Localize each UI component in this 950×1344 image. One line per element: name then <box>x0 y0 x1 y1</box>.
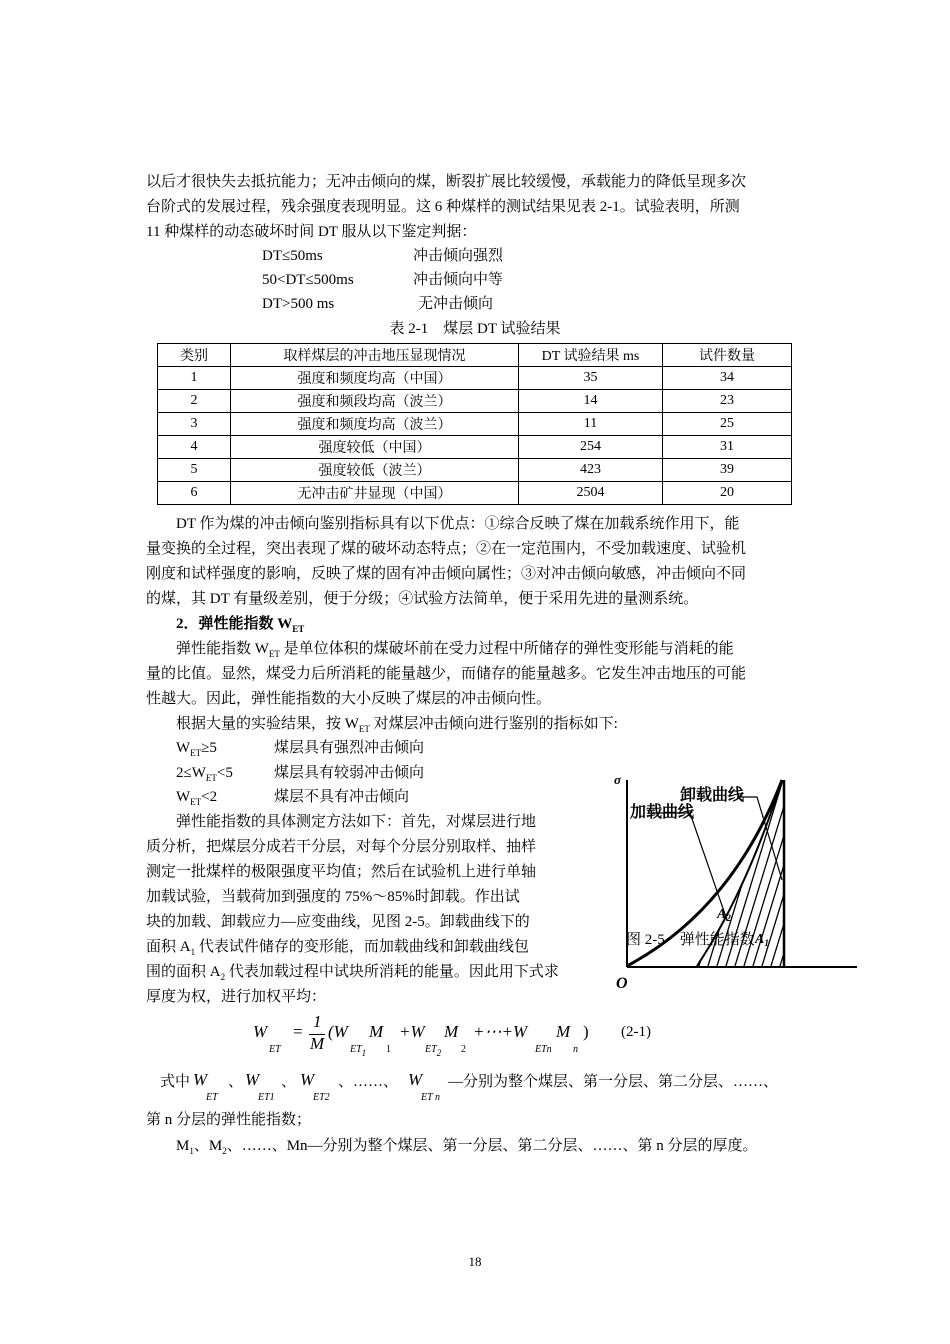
where-line: 式中 W ET 、 W ET1 、 W ET2 、……、 W ET n —分别为整个煤层、第一分层、第二分层、……、 <box>160 1070 779 1103</box>
section-heading: 2．弹性能指数 $W_{ET}$ <box>176 616 305 634</box>
table-cell: 强度和频度均高（波兰） <box>231 413 519 436</box>
table-row <box>158 390 792 413</box>
svg-text:σ: σ <box>614 772 622 787</box>
table-row <box>158 436 792 459</box>
table-cell: 39 <box>663 459 792 482</box>
table-cell: 强度和频段均高（波兰） <box>231 390 519 413</box>
intro-paragraph: 以后才很快失去抵抗能力；无冲击倾向的煤，断裂扩展比较缓慢，承载能力的降低呈现多次 台阶式的发展过程，残余强度表现明显。这 6 种煤样的测试结果见表 2-1。试验表明，所测 11 种煤样的动态破坏时间 DT 服从以下鉴定判据： <box>146 174 747 240</box>
svg-text:O: O <box>616 975 628 992</box>
page-number: 18 <box>468 1254 482 1269</box>
table-cell: 4 <box>158 436 231 459</box>
figure-caption: 图 2-5 弹性能指数 <box>626 932 755 948</box>
table-row <box>158 459 792 482</box>
method-paragraph: 弹性能指数的具体测定方法如下：首先，对煤层进行地 质分析，把煤层分成若干分层，对每个分层分别取样、抽样 测定一批煤样的极限强度平均值；然后在试验机上进行单轴 加载试验，当载荷加到强度的 75%～85%时卸载。作出试 块的加载、卸载应力—应变曲线，见图 2-5。卸载曲线下的 面积 $A_1$ 代表试件储存的变形能，而加载曲线和卸载曲线包 围的面积 $A_2$ 代表加载过程中试块所消耗的能量。因此用下式求 厚度为权，进行加权平均： <box>146 814 559 1005</box>
table-cell: 11 <box>519 413 663 436</box>
table-header-row: 类别 取样煤层的冲击地压显现情况 DT 试验结果 ms 试件数量 <box>158 344 792 367</box>
table-cell: 25 <box>663 413 792 436</box>
table-cell: 34 <box>663 367 792 390</box>
table-cell: 423 <box>519 459 663 482</box>
advantages-paragraph: DT 作为煤的冲击倾向鉴别指标具有以下优点：①综合反映了煤在加载系统作用下，能 量变换的全过程，突出表现了煤的破坏动态特点；②在一定范围内，不受加载速度、试验机 刚度和试样强度的影响，反映了煤的固有冲击倾向属性；③对冲击倾向敏感，冲击倾向不同 的煤，其 DT 有量级差别，便于分级；④试验方法简单，便于采用先进的量测系统。 2．弹性能指数 $W_{ET}$ 弹性能指数 $W_{ET}$ 是单位体积的煤破坏前在受力过程中所储存的弹性变形能与消耗的能 量的比值。显然，煤受力后所消耗的能量越少，而储存的能量越多。它发生冲击地压的可能 性越大。因此，弹性能指数的大小反映了煤层的冲击倾向性。 根据大量的实验结果，按 $W_{ET}$ 对煤层冲击倾向进行鉴别的指标如下: <box>146 512 808 737</box>
table-cell: 6 <box>158 482 231 505</box>
table-cell: 35 <box>519 367 663 390</box>
dt-results-table <box>157 343 792 505</box>
table-cell: 无冲击矿井显现（中国） <box>231 482 519 505</box>
table-cell: 5 <box>158 459 231 482</box>
thickness-definition: $M_1$、$M_2$、……、Mn—分别为整个煤层、第一分层、第二分层、……、第 n 分层的厚度。 <box>176 1138 758 1156</box>
figure-2-5 <box>612 770 862 995</box>
table-cell: 1 <box>158 367 231 390</box>
table-row <box>158 413 792 436</box>
table-cell: 强度较低（中国） <box>231 436 519 459</box>
formula-2-1: W ET = 1 M (W $ET_1$ M 1 +W $ET_2$ M 2 +⋯+W ETn M n ) (2-1) <box>253 1012 651 1058</box>
table-caption: 表 2-1 煤层 DT 试验结果 <box>389 321 561 337</box>
table-cell: 2504 <box>519 482 663 505</box>
svg-text:A1: $A_1$ <box>755 932 769 948</box>
svg-text:A2: $A_2$ <box>717 907 731 923</box>
elastic-energy-diagram <box>612 770 862 995</box>
svg-text:加载曲线: 加载曲线 <box>630 802 695 821</box>
table-cell: 23 <box>663 390 792 413</box>
table-cell: 254 <box>519 436 663 459</box>
table-cell: 20 <box>663 482 792 505</box>
table-cell: 强度和频度均高（中国） <box>231 367 519 390</box>
table-row <box>158 482 792 505</box>
table-cell: 强度较低（波兰） <box>231 459 519 482</box>
table-cell: 14 <box>519 390 663 413</box>
table-cell: 3 <box>158 413 231 436</box>
table-cell: 31 <box>663 436 792 459</box>
svg-text:卸载曲线: 卸载曲线 <box>680 785 745 804</box>
table-row <box>158 367 792 390</box>
table-cell: 2 <box>158 390 231 413</box>
